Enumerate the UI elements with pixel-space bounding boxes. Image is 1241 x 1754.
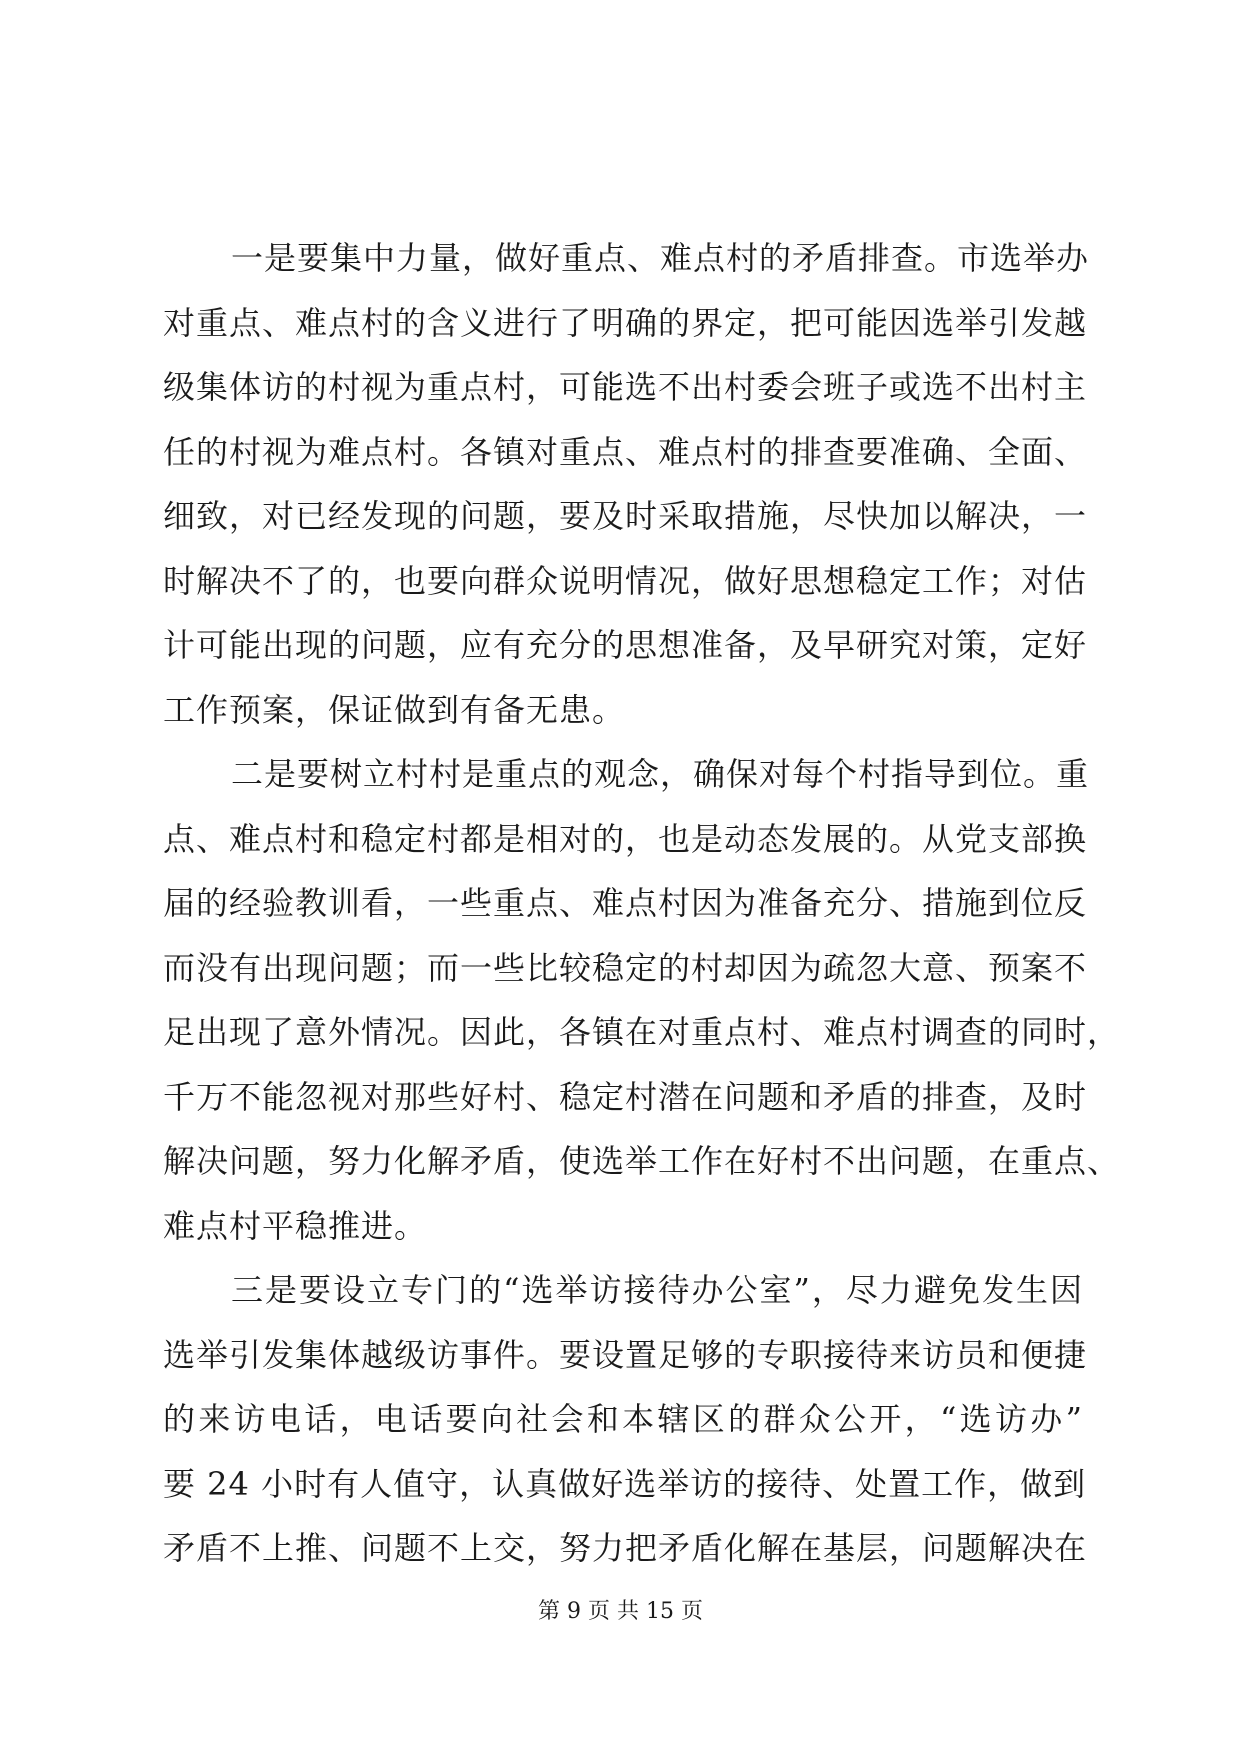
paragraph-2-line-2: 点、难点村和稳定村都是相对的，也是动态发展的。从党支部换 <box>163 819 1088 858</box>
paragraph-1-line-8: 工作预案，保证做到有备无患。 <box>163 690 626 729</box>
paragraph-1-line-5: 细致，对已经发现的问题，要及时采取措施，尽快加以解决，一 <box>163 497 1088 535</box>
paragraph-2-line-3: 届的经验教训看，一些重点、难点村因为准备充分、措施到位反 <box>163 884 1088 922</box>
paragraph-2-line-7: 解决问题，努力化解矛盾，使选举工作在好村不出问题，在重点、 <box>163 1142 1121 1180</box>
paragraph-2-line-1: 二是要树立村村是重点的观念，确保对每个村指导到位。重 <box>231 755 1090 793</box>
paragraph-1-line-1: 一是要集中力量，做好重点、难点村的矛盾排查。市选举办 <box>231 239 1090 277</box>
paragraph-2-line-6: 千万不能忽视对那些好村、稳定村潜在问题和矛盾的排查，及时 <box>163 1077 1088 1116</box>
paragraph-3-line-1: 三是要设立专门的“选举访接待办公室”，尽力避免发生因 <box>231 1271 1083 1309</box>
paragraph-1-line-6: 时解决不了的，也要向群众说明情况，做好思想稳定工作；对估 <box>163 561 1088 600</box>
paragraph-1-line-7: 计可能出现的问题，应有充分的思想准备，及早研究对策，定好 <box>163 626 1088 664</box>
paragraph-1-line-2: 对重点、难点村的含义进行了明确的界定，把可能因选举引发越 <box>163 303 1088 342</box>
paragraph-3-line-2: 选举引发集体越级访事件。要设置足够的专职接待来访员和便捷 <box>163 1335 1088 1374</box>
paragraph-2-line-4: 而没有出现问题；而一些比较稳定的村却因为疏忽大意、预案不 <box>163 948 1088 987</box>
paragraph-1-line-3: 级集体访的村视为重点村，可能选不出村委会班子或选不出村主 <box>163 368 1088 406</box>
document-body <box>163 226 1121 1581</box>
paragraph-1-line-4: 任的村视为难点村。各镇对重点、难点村的排查要准确、全面、 <box>163 432 1088 471</box>
paragraph-3-line-4: 要 24 小时有人值守，认真做好选举访的接待、处置工作，做到 <box>163 1464 1087 1503</box>
paragraph-2-line-5: 足出现了意外情况。因此，各镇在对重点村、难点村调查的同时， <box>163 1013 1121 1051</box>
paragraph-2-line-8: 难点村平稳推进。 <box>163 1206 428 1245</box>
page-footer: 第 9 页 共 15 页 <box>538 1599 703 1624</box>
paragraph-3-line-5: 矛盾不上推、问题不上交，努力把矛盾化解在基层，问题解决在 <box>163 1529 1088 1567</box>
paragraph-3-line-3: 的来访电话，电话要向社会和本辖区的群众公开，“选访办” <box>163 1400 1083 1438</box>
